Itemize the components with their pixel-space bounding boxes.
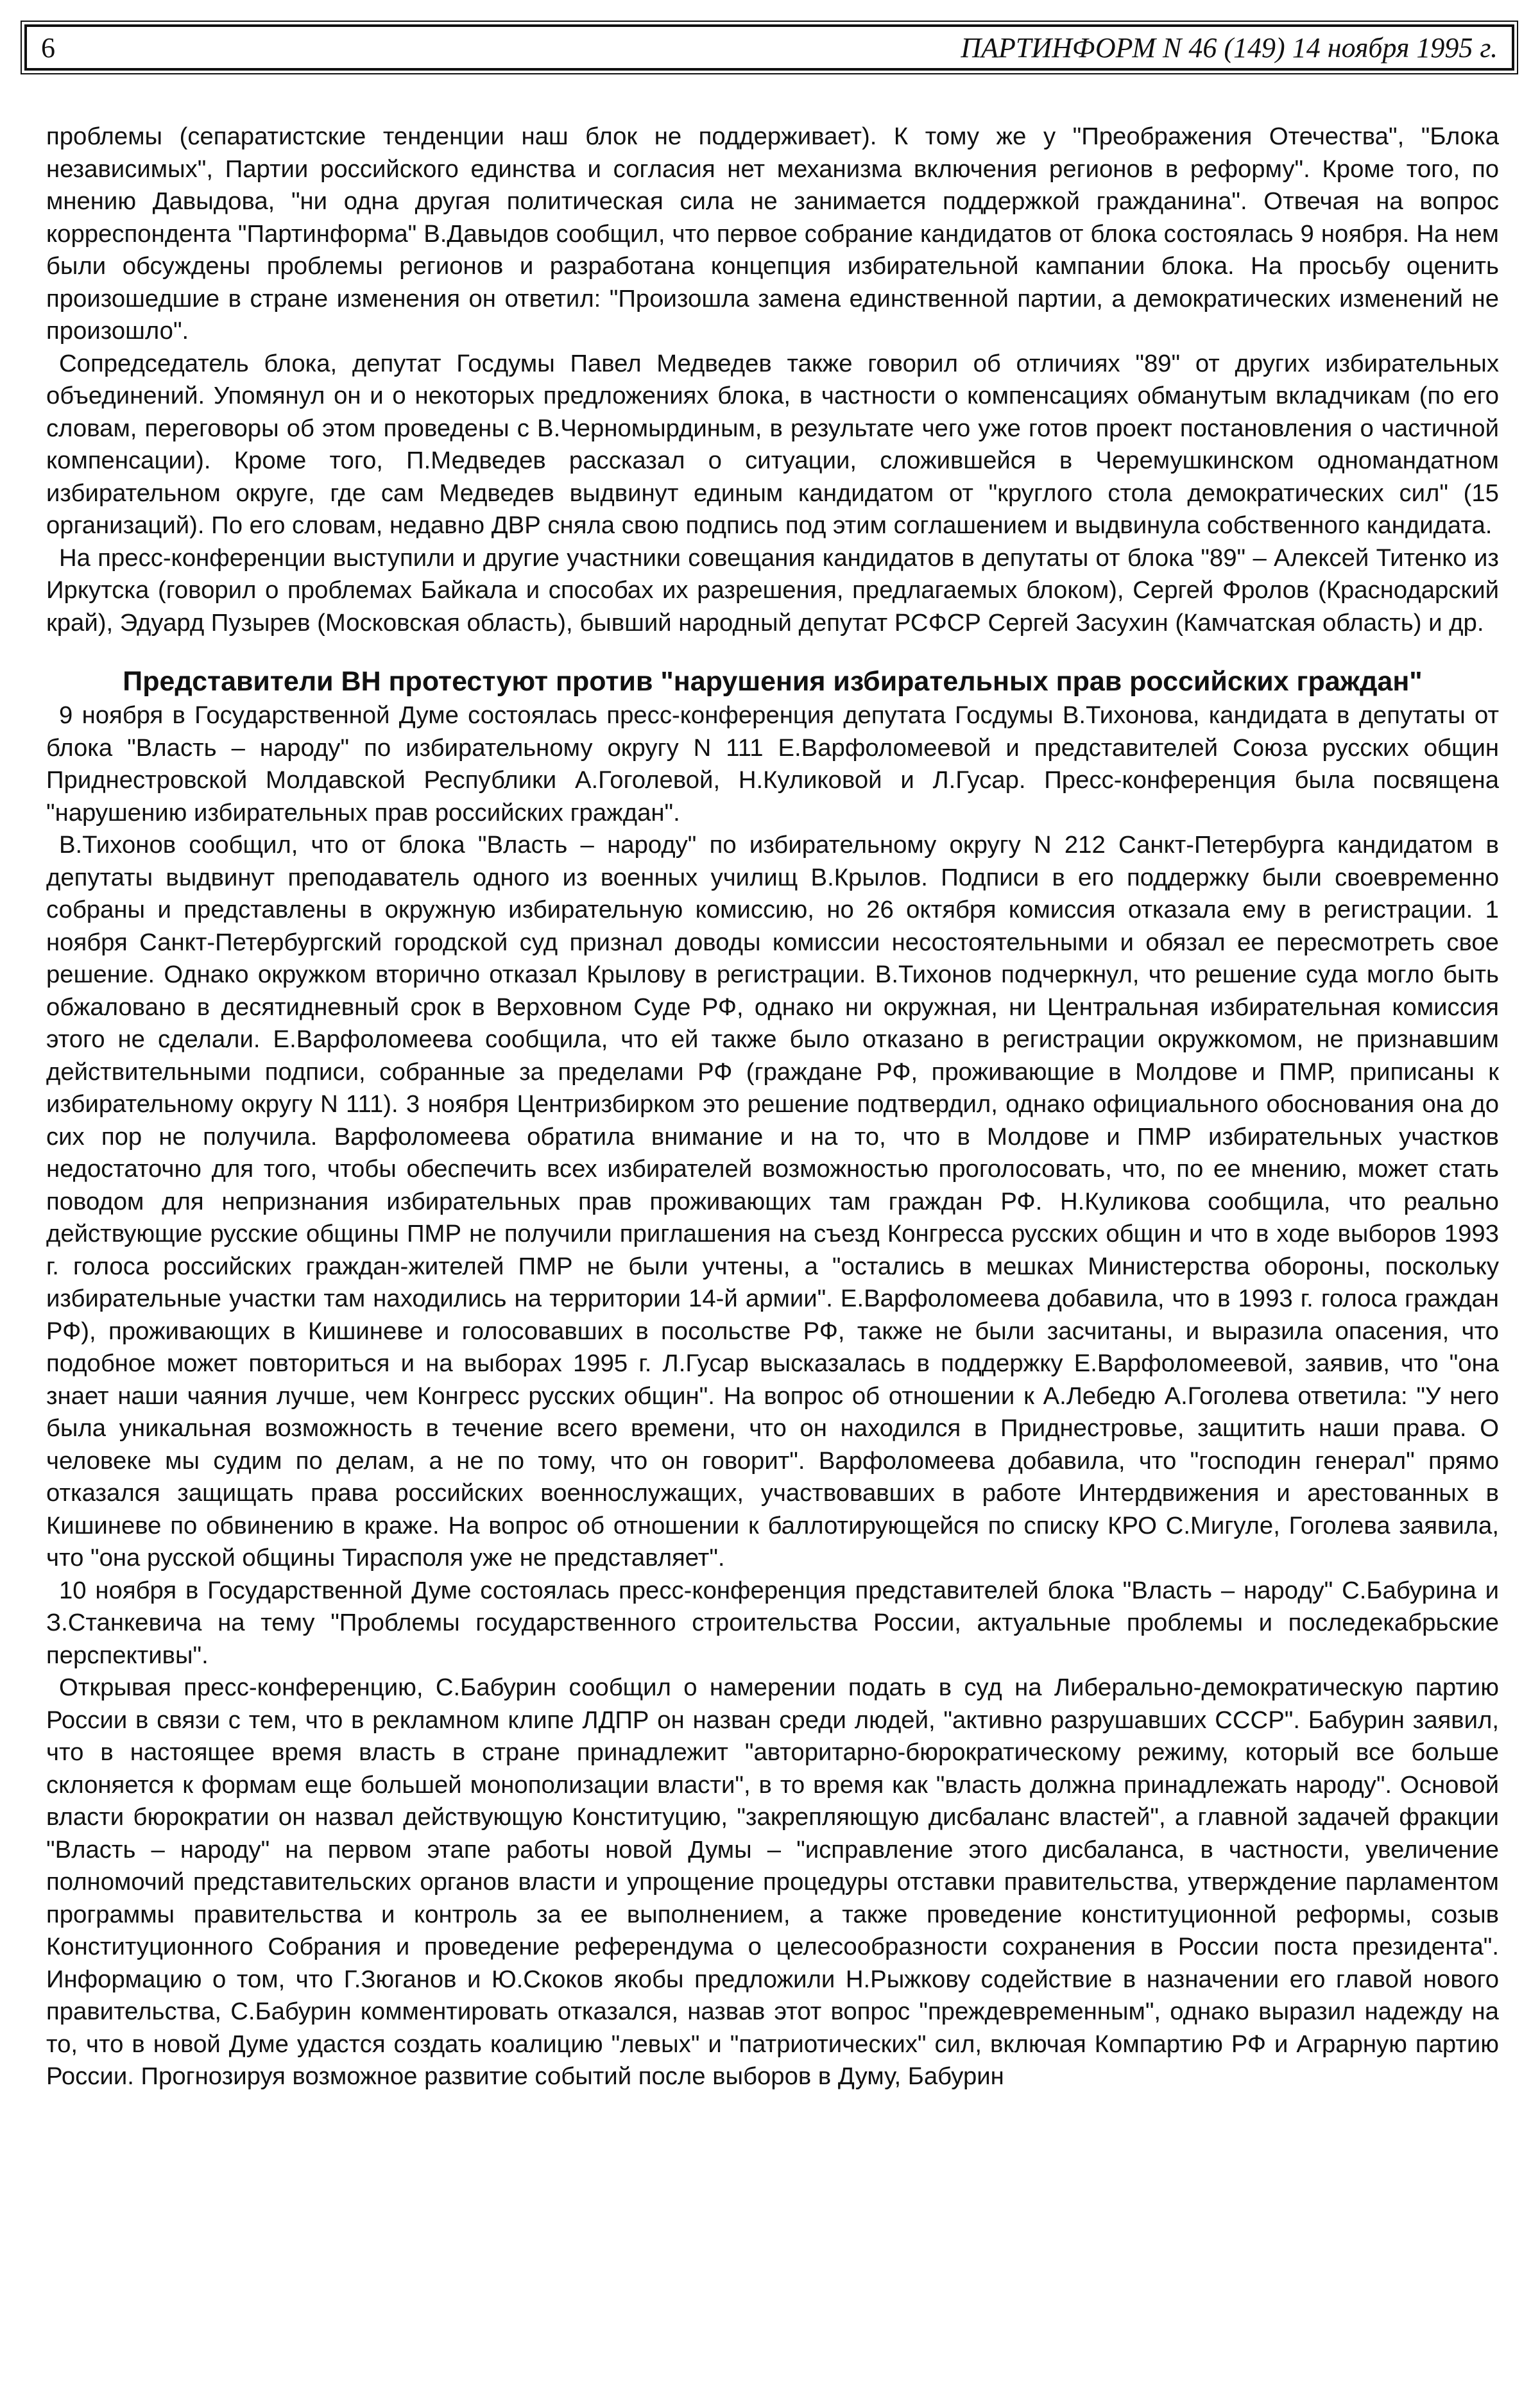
issue-line: ПАРТИНФОРМ N 46 (149) 14 ноября 1995 г. <box>961 31 1498 64</box>
article-paragraph: На пресс-конференции выступили и другие участники совещания кандидатов в депутаты от блока "89" – Алексей Титенко из Иркутска (говорил о проблемах Байкала и способах их разрешения, предлагаемых блоком), Сергей Фролов (Краснодарский край), Эдуард Пузырев (Московская область), бывший народный депутат РСФСР Сергей Засухин (Камчатская область) и др. <box>46 544 1499 637</box>
article-paragraph: Открывая пресс-конференцию, С.Бабурин сообщил о намерении подать в суд на Либерально-демократическую партию России в связи с тем, что в рекламном клипе ЛДПР он назван среди людей, "активно разрушавших СССР". Бабурин заявил, что в настоящее время власть в стране принадлежит "авторитарно-бюрократическому режиму, который все больше склоняется к формам еще большей монополизации власти", в то время как "власть должна принадлежать народу". Основой власти бюрократии он назвал действующую Конституцию, "закрепляющую дисбаланс властей", а главной задачей фракции "Власть – народу" на первом этапе работы новой Думы – "исправление этого дисбаланса, в частности, увеличение полномочий представительских органов власти и упрощение процедуры отставки правительства, утверждение парламентом программы правительства и контроль за ее выполнением, а также проведение конституционной реформы, созыв Конституционного Собрания и проведение референдума о целесообразности сохранения в России поста президента". Информацию о том, что Г.Зюганов и Ю.Скоков якобы предложили Н.Рыжкову содействие в назначении его главой нового правительства, С.Бабурин комментировать отказался, назвав этот вопрос "преждевременным", однако выразил надежду на то, что в новой Думе удастся создать коалицию "левых" и "патриотических" сил, включая Компартию РФ и Аграрную партию России. Прогнозируя возможное развитие событий после выборов в Думу, Бабурин <box>46 1674 1499 2090</box>
page-header <box>24 24 1514 71</box>
article-paragraph: 9 ноября в Государственной Думе состоялась пресс-конференция депутата Госдумы В.Тихонова, кандидата в депутаты от блока "Власть – народу" по избирательному округу N 111 Е.Варфоломеевой и представителей Союза русских общин Приднестровской Молдавской Республики А.Гоголевой, Н.Куликовой и Л.Гусар. Пресс-конференция была посвящена "нарушению избирательных прав российских граждан". <box>46 701 1499 827</box>
page-content <box>46 121 1499 2093</box>
article-continued <box>46 121 1499 639</box>
article-paragraph: Сопредседатель блока, депутат Госдумы Павел Медведев также говорил об отличиях "89" от других избирательных объединений. Упомянул он и о некоторых предложениях блока, в частности о компенсациях обманутым вкладчикам (по его словам, переговоры об этом проведены с В.Черномырдиным, в результате чего уже готов проект постановления о частичной компенсации). Кроме того, П.Медведев рассказал о ситуации, сложившейся в Черемушкинском одномандатном избирательном округе, где сам Медведев выдвинут единым кандидатом от "круглого стола демократических сил" (15 организаций). По его словам, недавно ДВР сняла свою подпись под этим соглашением и выдвинула собственного кандидата. <box>46 349 1499 539</box>
article-separator <box>46 639 1499 664</box>
article-paragraph: проблемы (сепаратистские тенденции наш блок не поддерживает). К тому же у "Преображения Отечества", "Блока независимых", Партии российского единства и согласия нет механизма включения регионов в реформу". Кроме того, по мнению Давыдова, "ни одна другая политическая сила не занимается поддержкой гражданина". Отвечая на вопрос корреспондента "Партинформа" В.Давыдов сообщил, что первое собрание кандидатов от блока состоялась 9 ноября. На нем были обсуждены проблемы регионов и разработана концепция избирательной кампании блока. На просьбу оценить произошедшие в стране изменения он ответил: "Произошла замена единственной партии, а демократических изменений не произошло". <box>46 123 1499 345</box>
page-number: 6 <box>41 31 55 64</box>
article-paragraph: В.Тихонов сообщил, что от блока "Власть – народу" по избирательному округу N 212 Санкт-Петербурга кандидатом в депутаты выдвинут преподаватель одного из военных училищ В.Крылов. Подписи в его поддержку были своевременно собраны и представлены в окружную избирательную комиссию, но 26 октября комиссия отказала ему в регистрации. 1 ноября Санкт-Петербургский городской суд признал доводы комиссии несостоятельными и обязал ее пересмотреть свое решение. Однако окружком вторично отказал Крылову в регистрации. В.Тихонов подчеркнул, что решение суда могло быть обжаловано в десятидневный срок в Верховном Суде РФ, однако ни окружная, ни Центральная избирательная комиссия этого не сделали. Е.Варфоломеева сообщила, что ей также было отказано в регистрации окружкомом, не признавшим действительными подписи, собранные за пределами РФ (граждане РФ, проживающие в Молдове и ПМР, приписаны к избирательному округу N 111). 3 ноября Центризбирком это решение подтвердил, однако официального обоснования она до сих пор не получила. Варфоломеева обратила внимание и на то, что в Молдове и ПМР избирательных участков недостаточно для того, чтобы обеспечить всех избирателей возможностью проголосовать, что, по ее мнению, может стать поводом для непризнания избирательных прав проживающих там граждан РФ. Н.Куликова сообщила, что реально действующие русские общины ПМР не получили приглашения на съезд Конгресса русских общин и что в ходе выборов 1993 г. голоса российских граждан-жителей ПМР не были учтены, а "остались в мешках Министерства обороны, поскольку избирательные участки там находились на территории 14-й армии". Е.Варфоломеева добавила, что в 1993 г. голоса граждан РФ), проживающих в Кишиневе и голосовавших в посольстве РФ, также не были засчитаны, и выразила опасения, что подобное может повториться и на выборах 1995 г. Л.Гусар высказалась в поддержку Е.Варфоломеевой, заявив, что "она знает наши чаяния лучше, чем Конгресс русских общин". На вопрос об отношении к А.Лебедю А.Гоголева ответила: "У него была уникальная возможность в течение всего времени, что он находился в Приднестровье, защитить наши права. О человеке мы судим по делам, а не по тому, что он говорит". Варфоломеева добавила, что "господин генерал" прямо отказался защищать права российских военнослужащих, участвовавших в работе Интердвижения и арестованных в Кишиневе по обвинению в краже. На вопрос об отношении к баллотирующейся по списку КРО С.Мигуле, Гоголева заявила, что "она русской общины Тирасполя уже не представляет". <box>46 831 1499 1572</box>
article-paragraph: 10 ноября в Государственной Думе состоялась пресс-конференция представителей блока "Власть – народу" С.Бабурина и З.Станкевича на тему "Проблемы государственного строительства России, актуальные проблемы и последекабрьские перспективы". <box>46 1576 1499 1669</box>
article-headline: Представители ВН протестуют против "нарушения избирательных прав российских граждан" <box>123 666 1423 697</box>
article <box>46 664 1499 2093</box>
